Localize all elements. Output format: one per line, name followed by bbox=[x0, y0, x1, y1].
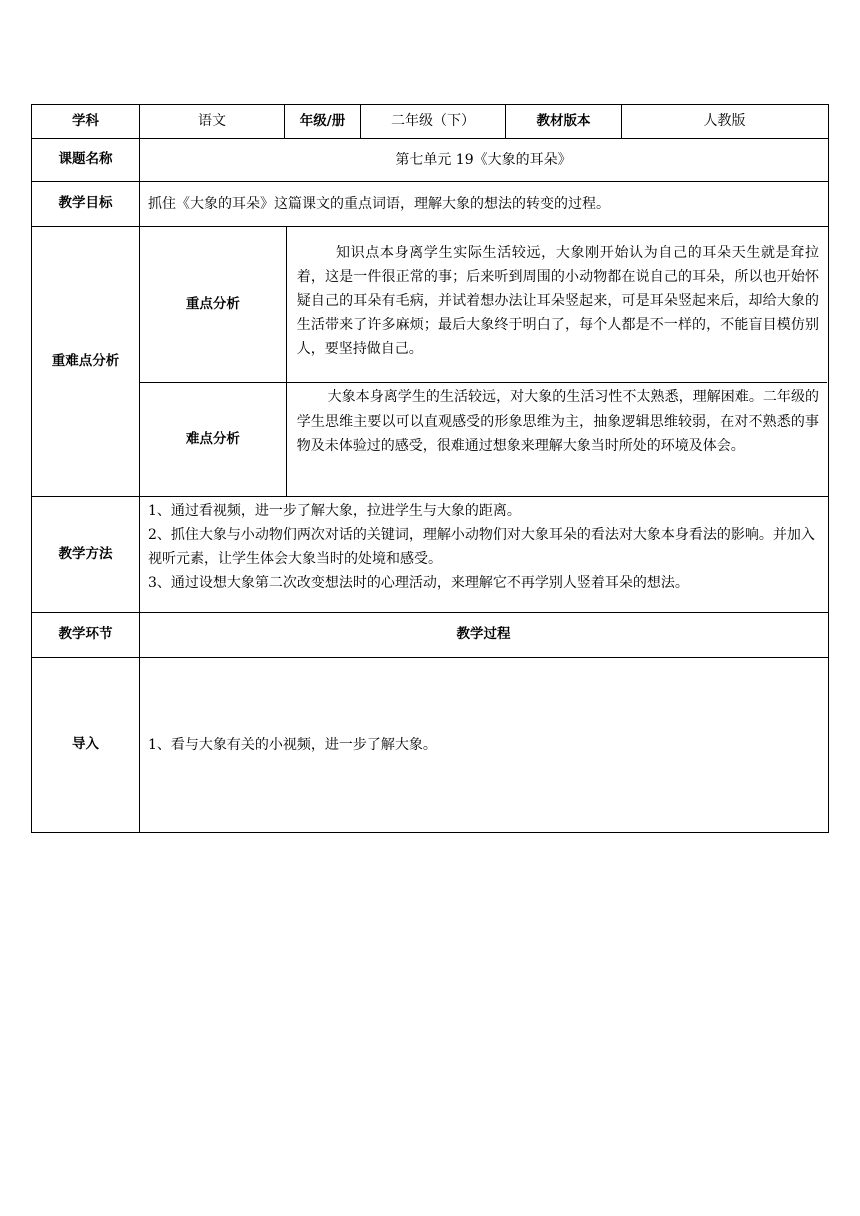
method-label: 教学方法 bbox=[58, 545, 113, 562]
method-row bbox=[32, 496, 828, 612]
key-point-text: 知识点本身离学生实际生活较远，大象刚开始认为自己的耳朵天生就是耷拉着，这是一件很正常的事；后来听到周围的小动物都在说自己的耳朵，所以也开始怀疑自己的耳朵有毛病，并试着想办法让耳朵竖起来，可是耳朵竖起来后，却给大象的生活带来了许多麻烦；最后大象终于明白了，每个人都是不一样的，不能盲目模仿别人，要坚持做自己。 bbox=[286, 227, 827, 382]
analysis-row bbox=[32, 226, 828, 496]
goal-row bbox=[32, 181, 828, 226]
subject-value: 语文 bbox=[139, 105, 284, 138]
process-label: 教学过程 bbox=[139, 613, 827, 657]
key-point-row bbox=[140, 227, 827, 382]
difficulty-text: 大象本身离学生的生活较远，对大象的生活习性不太熟悉，理解困难。二年级的学生思维主要以可以直观感受的形象思维为主，抽象逻辑思维较弱，在对不熟悉的事物及未体验过的感受，很难通过想象来理解大象当时所处的环境及体会。 bbox=[286, 383, 827, 496]
intro-row bbox=[32, 657, 828, 832]
difficulty-row bbox=[140, 382, 827, 496]
method-item: 2、抓住大象与小动物们两次对话的关键词，理解小动物们对大象耳朵的看法对大象本身看法的影响。并加入视听元素，让学生体会大象当时的处境和感受。 bbox=[148, 527, 815, 568]
edition-value: 人教版 bbox=[621, 105, 827, 138]
stage-label: 教学环节 bbox=[58, 626, 113, 643]
analysis-label: 重难点分析 bbox=[51, 352, 120, 369]
key-point-label: 重点分析 bbox=[185, 295, 240, 312]
method-list bbox=[139, 497, 827, 612]
method-item: 1、通过看视频，进一步了解大象，拉进学生与大象的距离。 bbox=[148, 503, 521, 519]
process-header-row bbox=[32, 612, 828, 657]
goal-label: 教学目标 bbox=[58, 195, 113, 212]
subject-label: 学科 bbox=[72, 112, 99, 129]
lesson-title-row bbox=[32, 138, 828, 181]
lesson-title-value: 第七单元 19《大象的耳朵》 bbox=[139, 139, 827, 181]
header-row bbox=[32, 105, 828, 138]
method-item: 3、通过设想大象第二次改变想法时的心理活动，来理解它不再学别人竖着耳朵的想法。 bbox=[148, 575, 689, 592]
lesson-title-label: 课题名称 bbox=[58, 151, 113, 168]
lesson-plan-table bbox=[31, 104, 829, 833]
intro-label: 导入 bbox=[72, 736, 99, 753]
grade-label: 年级/册 bbox=[284, 105, 360, 138]
intro-text: 1、看与大象有关的小视频，进一步了解大象。 bbox=[139, 658, 827, 832]
grade-value: 二年级（下） bbox=[360, 105, 505, 138]
edition-label: 教材版本 bbox=[505, 105, 621, 138]
goal-text: 抓住《大象的耳朵》这篇课文的重点词语，理解大象的想法的转变的过程。 bbox=[139, 182, 827, 226]
analysis-subtable bbox=[139, 227, 827, 496]
difficulty-label: 难点分析 bbox=[185, 430, 240, 447]
